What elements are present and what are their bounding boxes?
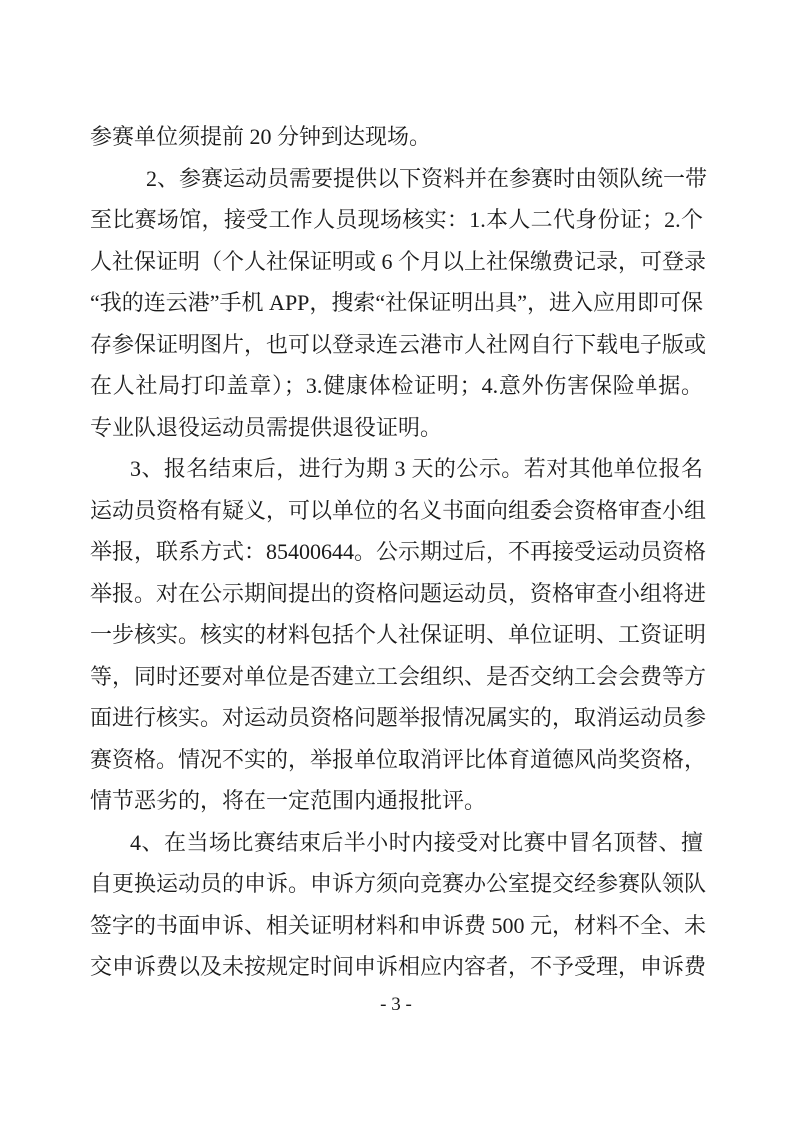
text-line: 专业队退役运动员需提供退役证明。: [90, 414, 443, 440]
text-line: 赛资格。情况不实的，举报单位取消评比体育道德风尚奖资格，: [90, 746, 707, 772]
text-line: 人社保证明（个人社保证明或 6 个月以上社保缴费记录，可登录: [90, 248, 707, 274]
text-line: 面进行核实。对运动员资格问题举报情况属实的，取消运动员参: [90, 705, 707, 730]
text-line-paragraph-4-start: 4、在当场比赛结束后半小时内接受对比赛中冒名顶替、擅: [130, 829, 703, 855]
text-line-paragraph-2-start: 2、参赛运动员需要提供以下资料并在参赛时由领队统一带: [146, 165, 708, 191]
text-line: 在人社局打印盖章）；3.健康体检证明；4.意外伤害保险单据。: [90, 373, 703, 398]
text-line: 存参保证明图片，也可以登录连云港市人社网自行下载电子版或: [90, 331, 707, 357]
text-line: 签字的书面申诉、相关证明材料和申诉费 500 元，材料不全、未: [90, 912, 707, 938]
page-number: - 3 -: [380, 994, 412, 1015]
text-line: 至比赛场馆，接受工作人员现场核实：1.本人二代身份证；2.个: [90, 207, 703, 232]
text-line: 运动员资格有疑义，可以单位的名义书面向组委会资格审查小组: [90, 497, 707, 523]
text-line: 交申诉费以及未按规定时间申诉相应内容者，不予受理，申诉费: [90, 954, 707, 979]
document-body: [90, 116, 708, 988]
text-line: 等，同时还要对单位是否建立工会组织、是否交纳工会会费等方: [90, 663, 707, 689]
text-line: 举报。对在公示期间提出的资格问题运动员，资格审查小组将进: [90, 580, 707, 606]
text-line-paragraph-3-start: 3、报名结束后，进行为期 3 天的公示。若对其他单位报名: [130, 456, 703, 481]
text-line: 情节恶劣的，将在一定范围内通报批评。: [90, 788, 487, 813]
text-line: 自更换运动员的申诉。申诉方须向竞赛办公室提交经参赛队领队: [90, 871, 707, 896]
text-line: 参赛单位须提前 20 分钟到达现场。: [90, 124, 432, 149]
text-line: 举报，联系方式：85400644。公示期过后，不再接受运动员资格: [90, 539, 707, 564]
text-line: “我的连云港”手机 APP，搜索“社保证明出具”，进入应用即可保: [90, 290, 703, 315]
text-line: 一步核实。核实的材料包括个人社保证明、单位证明、工资证明: [90, 622, 707, 647]
